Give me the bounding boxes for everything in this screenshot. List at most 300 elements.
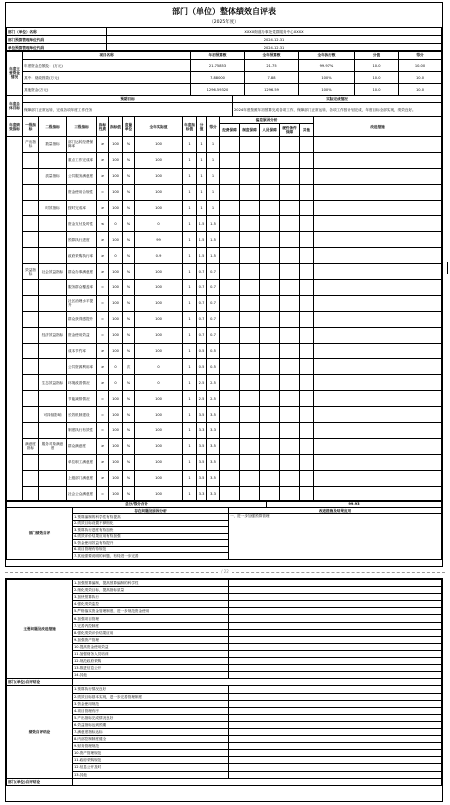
indicator-cell: 1 bbox=[207, 152, 220, 168]
indicator-cell: 3.5 bbox=[197, 454, 207, 470]
indicator-cell: 重点工作完成率 bbox=[67, 152, 97, 168]
deviation-cell bbox=[314, 375, 442, 391]
page2-item: 12.信息公开及时 bbox=[73, 764, 229, 771]
deviation-cell bbox=[240, 454, 260, 470]
indicator-cell: 1 bbox=[197, 200, 207, 216]
deviation-cell bbox=[240, 280, 260, 296]
page2-row bbox=[7, 771, 442, 778]
deviation-cell bbox=[240, 423, 260, 439]
page2-row bbox=[7, 736, 442, 743]
indicator-cell: % bbox=[123, 264, 135, 280]
deviation-cell bbox=[300, 391, 314, 407]
indicator-cell: 100 bbox=[109, 137, 123, 153]
indicator-cell: % bbox=[123, 438, 135, 454]
indicator-cell: ≥ bbox=[97, 152, 109, 168]
deviation-cell bbox=[240, 311, 260, 327]
page2-item: 4.强化绩效监控 bbox=[73, 601, 229, 608]
indicator-cell: % bbox=[123, 152, 135, 168]
deviation-cell bbox=[220, 375, 240, 391]
indicator-cell bbox=[23, 216, 39, 232]
indicator-cell: 1.5 bbox=[207, 232, 220, 248]
deviation-cell bbox=[260, 438, 280, 454]
page2-item: 8.强化绩效评价结果应用 bbox=[73, 629, 229, 636]
indicator-cell: 1 bbox=[197, 184, 207, 200]
page2-footer-label: 部门(单位)自评结论 bbox=[7, 778, 73, 785]
deviation-cell bbox=[314, 327, 442, 343]
deviation-cell bbox=[314, 454, 442, 470]
indicator-cell: 1 bbox=[197, 137, 207, 153]
page2-row bbox=[7, 764, 442, 771]
indicator-cell: 3.3 bbox=[207, 423, 220, 439]
indicator-cell: 0.7 bbox=[197, 311, 207, 327]
page2-row bbox=[7, 721, 442, 728]
indicator-cell: 99 bbox=[135, 232, 183, 248]
deviation-cell bbox=[260, 248, 280, 264]
indicator-cell: 生态效益指标 bbox=[39, 375, 67, 391]
indicator-cell: 0.7 bbox=[207, 311, 220, 327]
funds-table: 年度主要资金情况 项目名称 年初预算数 全年预算数 全年执行数 分值 得分 年度资金总额及：(万元) 21.75853 21.75 99.97% 10.0 10.00 其中：财政拨款(万元) 7.88000 7.88 100% 10.0 10.0 其他资金(万元) 1296.59320 1296.59 100% 10.0 10.0 bbox=[6, 50, 442, 96]
indicator-cell: = bbox=[97, 295, 109, 311]
indicator-cell: 节能减排情况 bbox=[67, 391, 97, 407]
indicator-cell: 1.5 bbox=[197, 248, 207, 264]
indicator-cell: 100 bbox=[135, 184, 183, 200]
indicator-cell: ≥ bbox=[97, 264, 109, 280]
page2-blank-cell bbox=[229, 636, 442, 643]
indicator-cell: 0 bbox=[135, 359, 183, 375]
page2-section-label: 主要问题及改进措施 bbox=[7, 580, 73, 679]
indicator-cell bbox=[23, 200, 39, 216]
deviation-cell bbox=[260, 152, 280, 168]
indicator-cell: 0.7 bbox=[207, 295, 220, 311]
indicator-cell: 100 bbox=[109, 200, 123, 216]
deviation-cell bbox=[314, 248, 442, 264]
indicator-cell: 1 bbox=[183, 311, 197, 327]
summary-table: 部门绩效自评 存在问题及原因分析 改进措施及结果应用 1.预算编制的科学性有待提高 一、进一步加强预算管理 2.绩效目标设置不够细化 3.预算执行进度有待加快 4.绩效评价结果应用有待加强 5.资金使用效益有待提升 6.项目管理有待规范 7.其他需要说明的问题，有待进一步完善 bbox=[6, 507, 442, 560]
page2-footer-value bbox=[73, 778, 442, 785]
indicator-cell: 按时完成率 bbox=[67, 200, 97, 216]
indicator-cell: 3.5 bbox=[207, 470, 220, 486]
indicator-cell: 100 bbox=[135, 327, 183, 343]
page2-item: 2.细化绩效目标，提高指标质量 bbox=[73, 587, 229, 594]
deviation-cell bbox=[280, 327, 300, 343]
indicator-row bbox=[7, 327, 442, 343]
indicator-cell: 1 bbox=[183, 152, 197, 168]
page2-footer-row bbox=[7, 778, 442, 785]
deviation-cell bbox=[220, 311, 240, 327]
deviation-cell bbox=[240, 137, 260, 153]
deviation-cell bbox=[260, 375, 280, 391]
deviation-cell bbox=[314, 359, 442, 375]
page2-item: 13.其他 bbox=[73, 771, 229, 778]
indicator-cell: ≥ bbox=[97, 137, 109, 153]
page2-item: 9.加强资产管理 bbox=[73, 636, 229, 643]
deviation-cell bbox=[240, 343, 260, 359]
report-page-2 bbox=[5, 578, 443, 802]
indicator-cell: 1 bbox=[197, 152, 207, 168]
deviation-cell bbox=[280, 232, 300, 248]
indicator-cell: 1 bbox=[207, 168, 220, 184]
page2-row bbox=[7, 594, 442, 601]
indicator-row bbox=[7, 470, 442, 486]
indicator-cell: % bbox=[123, 295, 135, 311]
indicator-cell: = bbox=[97, 184, 109, 200]
page2-blank-cell bbox=[229, 629, 442, 636]
indicator-cell: 数量指标 bbox=[39, 137, 67, 153]
indicator-cell: 群众获得感提升 bbox=[67, 311, 97, 327]
indicator-cell: 3.5 bbox=[197, 470, 207, 486]
deviation-cell bbox=[280, 248, 300, 264]
indicator-cell: 100 bbox=[109, 295, 123, 311]
deviation-cell bbox=[280, 407, 300, 423]
indicator-cell bbox=[23, 343, 39, 359]
page2-row bbox=[7, 615, 442, 622]
page2-item: 3.资金使用规范 bbox=[73, 700, 229, 707]
deviation-cell bbox=[260, 168, 280, 184]
indicator-row bbox=[7, 423, 442, 439]
indicator-cell: 1 bbox=[197, 168, 207, 184]
indicator-cell: 资金使用效益 bbox=[67, 327, 97, 343]
page2-row bbox=[7, 587, 442, 594]
indicator-cell: 100 bbox=[109, 343, 123, 359]
page2-row bbox=[7, 608, 442, 615]
deviation-cell bbox=[280, 295, 300, 311]
indicator-row bbox=[7, 295, 442, 311]
summary-block bbox=[6, 507, 442, 560]
page2-row bbox=[7, 686, 442, 693]
indicator-cell bbox=[23, 184, 39, 200]
deviation-cell bbox=[240, 184, 260, 200]
indicator-cell: 1.5 bbox=[197, 216, 207, 232]
deviation-cell bbox=[300, 232, 314, 248]
indicator-cell: 满意度指标 bbox=[23, 438, 39, 454]
indicator-cell: = bbox=[97, 407, 109, 423]
deviation-cell bbox=[300, 359, 314, 375]
deviation-cell bbox=[314, 280, 442, 296]
indicator-cell bbox=[39, 232, 67, 248]
deviation-cell bbox=[300, 200, 314, 216]
deviation-cell bbox=[300, 280, 314, 296]
indicator-cell: 3.5 bbox=[197, 438, 207, 454]
page2-item: 3.加快预算执行 bbox=[73, 594, 229, 601]
page2-row bbox=[7, 750, 442, 757]
deviation-cell bbox=[314, 438, 442, 454]
indicator-cell: 1 bbox=[183, 327, 197, 343]
deviation-cell bbox=[260, 295, 280, 311]
indicator-cell: = bbox=[97, 423, 109, 439]
indicator-cell: 经济效益指标 bbox=[39, 327, 67, 343]
deviation-cell bbox=[280, 375, 300, 391]
scroll-marker bbox=[447, 262, 448, 274]
indicator-cell: 100 bbox=[109, 232, 123, 248]
indicator-cell: 3.5 bbox=[207, 407, 220, 423]
deviation-cell bbox=[240, 391, 260, 407]
indicator-cell: % bbox=[123, 137, 135, 153]
indicator-cell: 可持续影响 bbox=[39, 407, 67, 423]
indicator-cell bbox=[23, 454, 39, 470]
page2-row bbox=[7, 743, 442, 750]
deviation-cell bbox=[300, 264, 314, 280]
indicator-cell: 100 bbox=[135, 152, 183, 168]
deviation-cell bbox=[280, 184, 300, 200]
deviation-cell bbox=[314, 311, 442, 327]
indicator-cell bbox=[39, 295, 67, 311]
indicator-cell bbox=[23, 295, 39, 311]
page2-blank-cell bbox=[229, 580, 442, 587]
deviation-cell bbox=[240, 200, 260, 216]
page2-row bbox=[7, 700, 442, 707]
indicator-cell: ≥ bbox=[97, 343, 109, 359]
indicator-cell: 1 bbox=[183, 438, 197, 454]
page-separator: / 22 bbox=[0, 569, 450, 575]
indicator-cell: 3.5 bbox=[207, 438, 220, 454]
indicator-cell: 3.5 bbox=[207, 454, 220, 470]
page2-blank-cell bbox=[229, 643, 442, 650]
indicator-cell: 100 bbox=[109, 168, 123, 184]
indicator-cell: 1 bbox=[183, 423, 197, 439]
indicator-cell: 1 bbox=[183, 343, 197, 359]
indicator-row bbox=[7, 375, 442, 391]
indicator-cell: 100 bbox=[135, 438, 183, 454]
page2-blank-cell bbox=[229, 728, 442, 735]
page2-blank-cell bbox=[229, 736, 442, 743]
indicator-cell: 100 bbox=[135, 200, 183, 216]
page2-blank-cell bbox=[229, 650, 442, 657]
deviation-cell bbox=[314, 216, 442, 232]
indicator-cell: 效益指标 bbox=[23, 264, 39, 280]
indicator-cell: 社会公众满意度 bbox=[67, 486, 97, 502]
page2-blank-cell bbox=[229, 672, 442, 679]
page2-item: 13.推进信息公开 bbox=[73, 665, 229, 672]
indicator-cell: 0 bbox=[109, 375, 123, 391]
deviation-cell bbox=[220, 470, 240, 486]
indicator-row bbox=[7, 168, 442, 184]
page2-blank-cell bbox=[229, 608, 442, 615]
indicator-cell bbox=[23, 248, 39, 264]
deviation-cell bbox=[220, 264, 240, 280]
indicator-cell: 1 bbox=[183, 280, 197, 296]
deviation-cell bbox=[240, 248, 260, 264]
deviation-cell bbox=[300, 311, 314, 327]
indicator-cell: 1 bbox=[183, 391, 197, 407]
indicator-cell: 0.5 bbox=[197, 359, 207, 375]
deviation-cell bbox=[300, 216, 314, 232]
deviation-cell bbox=[260, 359, 280, 375]
indicator-cell: 1.5 bbox=[197, 232, 207, 248]
indicator-cell: 2.5 bbox=[197, 375, 207, 391]
indicator-cell: 1 bbox=[183, 359, 197, 375]
deviation-cell bbox=[280, 152, 300, 168]
indicator-cell: 资金使用合规性 bbox=[67, 184, 97, 200]
funds-block bbox=[6, 50, 442, 96]
info-table: 部门（单位）名称 XXXX街道办事处党群服务中心XXXX 部门预算管理单位代码 2024.12.31 单位预算管理单位代码 2024.12.31 bbox=[6, 27, 442, 52]
indicator-cell: 0.7 bbox=[197, 280, 207, 296]
deviation-cell bbox=[260, 200, 280, 216]
indicator-cell: 0 bbox=[135, 375, 183, 391]
indicator-cell: 公共资源利用率 bbox=[67, 359, 97, 375]
indicator-row bbox=[7, 216, 442, 232]
deviation-cell bbox=[314, 152, 442, 168]
indicator-cell: 3.3 bbox=[207, 486, 220, 502]
indicator-cell: 100 bbox=[135, 137, 183, 153]
indicator-row bbox=[7, 200, 442, 216]
deviation-cell bbox=[260, 407, 280, 423]
page2-item: 6.效益指标达到预期 bbox=[73, 721, 229, 728]
indicator-cell bbox=[23, 375, 39, 391]
indicator-cell: 服务群众覆盖率 bbox=[67, 280, 97, 296]
deviation-cell bbox=[260, 216, 280, 232]
deviation-cell bbox=[314, 232, 442, 248]
indicator-cell: 长效机制建设 bbox=[67, 407, 97, 423]
indicator-cell: 上级部门满意度 bbox=[67, 470, 97, 486]
indicator-cell: 1 bbox=[207, 184, 220, 200]
indicator-cell: 0 bbox=[109, 248, 123, 264]
deviation-cell bbox=[280, 454, 300, 470]
info-block bbox=[6, 27, 442, 52]
total-score: 99.93 bbox=[267, 501, 442, 508]
indicator-cell bbox=[23, 407, 39, 423]
deviation-cell bbox=[220, 216, 240, 232]
deviation-cell bbox=[280, 423, 300, 439]
page2-row bbox=[7, 601, 442, 608]
indicator-cell: 制度执行有效性 bbox=[67, 423, 97, 439]
deviation-cell bbox=[260, 137, 280, 153]
indicator-cell: 100 bbox=[109, 423, 123, 439]
indicator-cell: 1 bbox=[183, 216, 197, 232]
deviation-cell bbox=[280, 343, 300, 359]
indicator-cell: 1 bbox=[183, 486, 197, 502]
indicator-cell: 0.5 bbox=[207, 343, 220, 359]
page2-blank-cell bbox=[229, 693, 442, 700]
indicators-block bbox=[6, 116, 442, 502]
indicator-cell bbox=[39, 184, 67, 200]
page2-blank-cell bbox=[229, 665, 442, 672]
page2-item: 8.内部控制制度健全 bbox=[73, 736, 229, 743]
indicator-cell: 1 bbox=[183, 248, 197, 264]
deviation-cell bbox=[300, 343, 314, 359]
deviation-cell bbox=[220, 280, 240, 296]
indicator-row bbox=[7, 184, 442, 200]
page2-blank-cell bbox=[229, 721, 442, 728]
page2-item: 5.严格落实资金管理制度，进一步规范资金使用 bbox=[73, 608, 229, 615]
deviation-cell bbox=[314, 295, 442, 311]
deviation-cell bbox=[260, 264, 280, 280]
indicator-cell bbox=[23, 168, 39, 184]
page2-footer-row bbox=[7, 679, 442, 686]
deviation-cell bbox=[220, 327, 240, 343]
page2-blank-cell bbox=[229, 615, 442, 622]
page2-row bbox=[7, 658, 442, 665]
deviation-cell bbox=[240, 470, 260, 486]
deviation-cell bbox=[314, 407, 442, 423]
deviation-cell bbox=[240, 168, 260, 184]
indicator-cell: 预算执行进度 bbox=[67, 232, 97, 248]
indicator-cell: % bbox=[123, 343, 135, 359]
deviation-cell bbox=[220, 137, 240, 153]
indicator-cell: 0.7 bbox=[207, 327, 220, 343]
indicator-cell: 0.9 bbox=[135, 248, 183, 264]
indicator-cell bbox=[23, 232, 39, 248]
goals-block bbox=[6, 95, 442, 117]
indicator-cell: 0.7 bbox=[207, 264, 220, 280]
indicator-cell: 1 bbox=[183, 184, 197, 200]
page2-blank-cell bbox=[229, 622, 442, 629]
deviation-cell bbox=[260, 232, 280, 248]
indicator-cell: 100 bbox=[135, 168, 183, 184]
deviation-cell bbox=[300, 454, 314, 470]
indicator-cell: 0.7 bbox=[197, 327, 207, 343]
indicator-cell bbox=[23, 311, 39, 327]
deviation-cell bbox=[220, 407, 240, 423]
indicator-cell bbox=[39, 280, 67, 296]
indicator-row bbox=[7, 280, 442, 296]
indicator-cell: 100 bbox=[135, 280, 183, 296]
indicator-cell: 1 bbox=[183, 264, 197, 280]
goals-table: 年度总体目标 预期目标 实际完成情况 保障部门正常运转，完成各项年度工作任务 2024年度按照年初预算完成各项工作，保障部门正常运转，各项工作按计划完成，年度目标全部实现，绩效良好。 bbox=[6, 95, 442, 117]
indicator-cell: ≥ bbox=[97, 454, 109, 470]
indicator-row bbox=[7, 407, 442, 423]
deviation-cell bbox=[280, 168, 300, 184]
indicator-row bbox=[7, 438, 442, 454]
deviation-cell bbox=[314, 391, 442, 407]
deviation-cell bbox=[280, 359, 300, 375]
deviation-cell bbox=[260, 280, 280, 296]
page2-blank-cell bbox=[229, 700, 442, 707]
indicator-cell: 产出指标 bbox=[23, 137, 39, 153]
deviation-cell bbox=[314, 343, 442, 359]
indicator-cell bbox=[23, 152, 39, 168]
page2-item: 7.完善内控制度 bbox=[73, 622, 229, 629]
page2-item: 9.财务管理规范 bbox=[73, 743, 229, 750]
deviation-cell bbox=[260, 391, 280, 407]
indicator-cell: 100 bbox=[135, 470, 183, 486]
deviation-cell bbox=[220, 248, 240, 264]
deviation-cell bbox=[240, 407, 260, 423]
page2-blank-cell bbox=[229, 757, 442, 764]
indicator-cell: % bbox=[123, 200, 135, 216]
total-table: 总分/得分合计 99.93 bbox=[6, 500, 442, 508]
indicator-cell: % bbox=[123, 407, 135, 423]
page2-row bbox=[7, 580, 442, 587]
indicator-cell: 次 bbox=[123, 359, 135, 375]
page2-item: 14.其他 bbox=[73, 672, 229, 679]
deviation-cell bbox=[220, 423, 240, 439]
indicator-cell bbox=[23, 470, 39, 486]
page2-item: 12.规范政府采购 bbox=[73, 658, 229, 665]
indicator-cell: 1 bbox=[183, 168, 197, 184]
indicator-cell: % bbox=[123, 280, 135, 296]
indicator-cell: 1.5 bbox=[207, 248, 220, 264]
deviation-cell bbox=[240, 232, 260, 248]
indicator-cell: ≥ bbox=[97, 200, 109, 216]
indicator-cell: 2.5 bbox=[207, 391, 220, 407]
report-page-1 bbox=[5, 2, 443, 567]
page2-footer-label: 部门(单位)自评结论 bbox=[7, 679, 73, 686]
indicators-group-label bbox=[7, 137, 23, 502]
indicator-cell: 100 bbox=[135, 454, 183, 470]
deviation-cell bbox=[220, 232, 240, 248]
page2-table bbox=[6, 579, 442, 786]
report-year: （2025年度） bbox=[209, 20, 239, 25]
page2-blank-cell bbox=[229, 750, 442, 757]
indicator-cell: 群众办事满意度 bbox=[67, 264, 97, 280]
indicator-cell: 1 bbox=[183, 200, 197, 216]
indicator-cell: 2.5 bbox=[197, 391, 207, 407]
indicator-cell: % bbox=[123, 216, 135, 232]
deviation-cell bbox=[314, 168, 442, 184]
deviation-cell bbox=[280, 391, 300, 407]
page2-item: 1.预算执行情况良好 bbox=[73, 686, 229, 693]
indicator-cell: 0 bbox=[135, 216, 183, 232]
